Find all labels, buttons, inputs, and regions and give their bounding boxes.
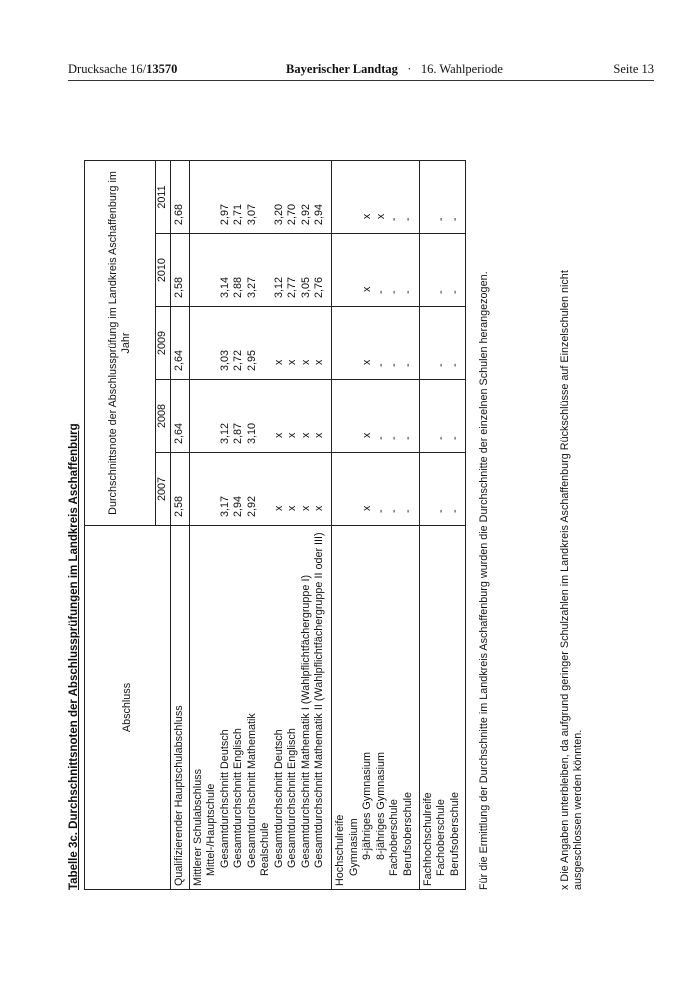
row-label: Gesamtdurchschnitt Mathematik I (Wahlpflichtfächergruppe I) [299, 574, 312, 868]
page-header [68, 62, 654, 78]
row-value: - [448, 436, 461, 441]
column-header-abschluss: Abschluss [85, 526, 171, 890]
row-value: - [435, 363, 448, 368]
row-value: x [361, 286, 374, 293]
year-header: 2007 [156, 453, 171, 526]
row-value [205, 383, 219, 444]
row-value [348, 383, 362, 444]
row-value [348, 310, 362, 371]
row-value: 2,87 [232, 423, 245, 445]
row-value: 2,71 [232, 204, 245, 226]
row-value: - [401, 290, 414, 295]
value-cell [171, 380, 190, 453]
row-value [259, 164, 273, 225]
row-value: x [272, 505, 285, 511]
row-label: Qualifizierender Hauptschulabschluss [173, 705, 185, 886]
table-container [84, 160, 466, 890]
value-cell [332, 234, 419, 307]
row-label: Gesamtdurchschnitt Englisch [232, 728, 245, 868]
row-value [348, 456, 362, 517]
row-value: - [374, 509, 387, 513]
row-value [192, 310, 206, 371]
row-value [259, 237, 273, 298]
row-value: x [286, 359, 299, 366]
row-label: Berufsoberschule [448, 791, 461, 876]
row-label: Gesamtdurchschnitt Deutsch [218, 729, 231, 868]
row-label: Gesamtdurchschnitt Englisch [286, 728, 299, 868]
row-value: 3,12 [218, 423, 231, 445]
row-value: 3,17 [218, 495, 231, 517]
row-label: Hochschulreife [334, 814, 347, 886]
table-title: Tabelle 3c. Durchschnittsnoten der Abschlussprüfungen im Landkreis Aschaffenburg [68, 423, 80, 890]
row-value [334, 310, 348, 371]
row-value: x [361, 432, 374, 439]
row-value: - [448, 217, 461, 222]
row-value: x [299, 505, 312, 511]
value-cell [171, 234, 190, 307]
row-label: Realschule [259, 822, 272, 876]
row-value: 2,64 [173, 423, 185, 445]
value-cell [189, 161, 331, 234]
row-value: 3,05 [299, 277, 312, 299]
row-value: 3,12 [272, 277, 285, 299]
row-value: 2,94 [232, 495, 245, 517]
row-value [422, 164, 436, 225]
row-value: 3,03 [218, 350, 231, 372]
row-value: 2,58 [173, 277, 185, 299]
row-label: Gesamtdurchschnitt Mathematik II (Wahlpflichtfächergruppe II oder III) [313, 532, 326, 868]
value-cell [332, 380, 419, 453]
row-value: 2,92 [245, 495, 258, 517]
table-group-row [419, 161, 465, 890]
row-value: - [388, 363, 401, 368]
row-value [259, 310, 273, 371]
row-value: - [374, 436, 387, 441]
label-cell [189, 526, 331, 890]
row-value: x [374, 213, 387, 220]
row-value: - [448, 509, 461, 513]
row-value: x [299, 432, 312, 439]
row-value: - [448, 363, 461, 368]
row-value: 2,76 [313, 277, 326, 299]
row-value: 2,64 [173, 350, 185, 372]
row-value [422, 456, 436, 517]
row-value: - [401, 217, 414, 222]
parliament-name: Bayerischer Landtag [286, 62, 398, 76]
row-label: Gesamtdurchschnitt Deutsch [272, 729, 285, 868]
doc-prefix: Drucksache 16/ [68, 62, 147, 76]
value-cell [189, 234, 331, 307]
value-cell [189, 453, 331, 526]
row-value: 3,07 [245, 204, 258, 226]
row-value: - [435, 509, 448, 513]
row-value: 3,20 [272, 204, 285, 226]
row-label: 8-jähriges Gymnasium [374, 751, 387, 860]
label-cell [419, 526, 465, 890]
label-cell [171, 526, 190, 890]
row-value [205, 237, 219, 298]
row-value: - [388, 290, 401, 295]
row-value: x [361, 213, 374, 220]
table-group-row [332, 161, 419, 890]
row-value: 2,77 [286, 277, 299, 299]
row-label: Berufsoberschule [401, 791, 414, 876]
parliament-line [286, 62, 503, 77]
row-value [192, 164, 206, 225]
label-cell [332, 526, 419, 890]
row-label: 9-jähriges Gymnasium [361, 751, 374, 860]
row-value [259, 383, 273, 444]
row-value [205, 310, 219, 371]
header-separator: · [407, 62, 412, 76]
value-cell [332, 161, 419, 234]
row-value [205, 456, 219, 517]
row-value: - [435, 436, 448, 441]
row-value: x [286, 432, 299, 439]
row-value: x [313, 432, 326, 439]
row-value: x [313, 359, 326, 366]
row-value: 2,92 [299, 204, 312, 226]
value-cell [419, 161, 465, 234]
row-value: x [272, 432, 285, 439]
value-cell [419, 307, 465, 380]
row-value: - [435, 290, 448, 295]
value-cell [189, 380, 331, 453]
row-value: 2,95 [245, 350, 258, 372]
row-value: x [313, 505, 326, 511]
row-value [348, 164, 362, 225]
row-value: - [401, 363, 414, 368]
rotated-table-region [68, 155, 608, 890]
row-value [192, 237, 206, 298]
row-value [422, 310, 436, 371]
row-value: - [401, 436, 414, 441]
row-value: 3,10 [245, 423, 258, 445]
row-value [334, 164, 348, 225]
value-cell [171, 161, 190, 234]
row-value: 2,97 [218, 204, 231, 226]
row-value: x [361, 505, 374, 511]
year-header: 2011 [156, 161, 171, 234]
value-cell [419, 234, 465, 307]
year-header: 2008 [156, 380, 171, 453]
column-header-span: Durchschnittsnote der Abschlussprüfung im Landkreis Aschaffenburg im Jahr [85, 161, 156, 526]
header-rule [68, 80, 654, 81]
value-cell [189, 307, 331, 380]
table-group-row [171, 161, 190, 890]
row-value: x [361, 359, 374, 366]
row-value [192, 383, 206, 444]
row-value: - [388, 509, 401, 513]
value-cell [171, 307, 190, 380]
row-value [205, 164, 219, 225]
row-value: - [448, 290, 461, 295]
row-value: 2,88 [232, 277, 245, 299]
row-label: Gesamtdurchschnitt Mathematik [245, 713, 258, 868]
row-value: - [388, 217, 401, 222]
row-value: - [401, 509, 414, 513]
row-value: x [286, 505, 299, 511]
row-value [348, 237, 362, 298]
row-value [334, 383, 348, 444]
row-value [422, 383, 436, 444]
table-group-row [189, 161, 331, 890]
row-value: 2,94 [313, 204, 326, 226]
value-cell [419, 380, 465, 453]
page-number: Seite 13 [613, 62, 654, 76]
row-value [334, 456, 348, 517]
row-label: Mittel-/Hauptschule [205, 783, 218, 876]
row-value [422, 237, 436, 298]
row-label: Fachoberschule [388, 799, 401, 876]
year-header: 2010 [156, 234, 171, 307]
row-value: - [374, 363, 387, 368]
row-label: Fachoberschule [435, 799, 448, 876]
row-value: 3,14 [218, 277, 231, 299]
row-value: 2,72 [232, 350, 245, 372]
row-value [334, 237, 348, 298]
footnote-x: x Die Angaben unterbleiben, da aufgrund geringer Schulzahlen im Landkreis Aschaffenburg Rückschlüsse auf Einzelschulen nicht ausgeschlossen werden könnten. [559, 270, 584, 890]
row-value: 3,27 [245, 277, 258, 299]
row-value [259, 456, 273, 517]
row-value: x [272, 359, 285, 366]
row-value: 2,68 [173, 204, 185, 226]
legislative-period: 16. Wahlperiode [420, 62, 503, 76]
row-value: - [374, 290, 387, 295]
row-label: Mittlerer Schulabschluss [191, 768, 204, 886]
value-cell [171, 453, 190, 526]
row-value: 2,58 [173, 495, 185, 517]
row-value: x [299, 359, 312, 366]
row-value: 2,70 [286, 204, 299, 226]
value-cell [332, 453, 419, 526]
row-value [192, 456, 206, 517]
row-label: Fachhochschulreife [421, 792, 434, 886]
footnote-method: Für die Ermittlung der Durchschnitte im Landkreis Aschaffenburg wurden die Durchschnitte der einzelnen Schulen herangezogen. [478, 271, 490, 890]
row-value: - [388, 436, 401, 441]
doc-number-value: 13570 [146, 62, 178, 76]
row-label: Gymnasium [347, 818, 360, 876]
row-value: - [435, 217, 448, 222]
grades-table [84, 160, 466, 890]
year-header: 2009 [156, 307, 171, 380]
value-cell [332, 307, 419, 380]
value-cell [419, 453, 465, 526]
document-number [68, 62, 177, 77]
